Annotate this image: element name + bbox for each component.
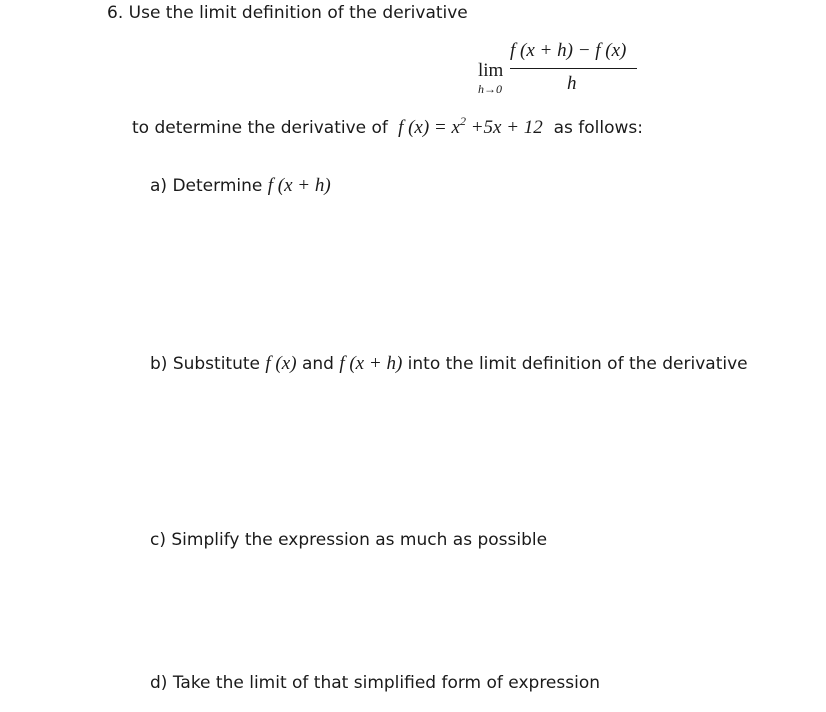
part-b-math1: f (x) [265,353,297,374]
part-a-label: a) Determine [150,176,263,196]
lim-operator: lim [478,60,504,81]
intro-prefix: to determine the derivative of [132,118,388,138]
part-b [150,353,748,375]
part-c [150,530,547,550]
function-exponent: 2 [459,114,466,128]
fraction-bar [510,68,637,69]
function-rhs: +5x + 12 [465,117,543,138]
part-a [150,175,331,197]
part-b-math2: f (x + h) [339,353,403,374]
function-definition [393,114,543,138]
lim-subscript: h→0 [478,82,502,96]
question-number: 6. [107,3,124,23]
part-c-label: c) Simplify the expression as much as possible [150,530,548,550]
part-a-math: f (x + h) [267,175,331,196]
intro-sentence [132,114,643,139]
part-d-label: d) Take the limit of that simplified form of expression [150,673,601,693]
part-b-and: and [301,354,334,374]
fraction-denominator: h [567,73,577,94]
intro-suffix: as follows: [553,118,643,138]
part-b-suffix: into the limit definition of the derivative [407,354,748,374]
function-lhs: f (x) = x [398,117,460,138]
part-b-label: b) Substitute [150,354,260,374]
question-text: Use the limit definition of the derivative [128,3,468,23]
limit-definition-formula [478,40,668,100]
question-heading [107,3,468,23]
part-d [150,673,600,693]
fraction-numerator: f (x + h) − f (x) [510,40,627,61]
